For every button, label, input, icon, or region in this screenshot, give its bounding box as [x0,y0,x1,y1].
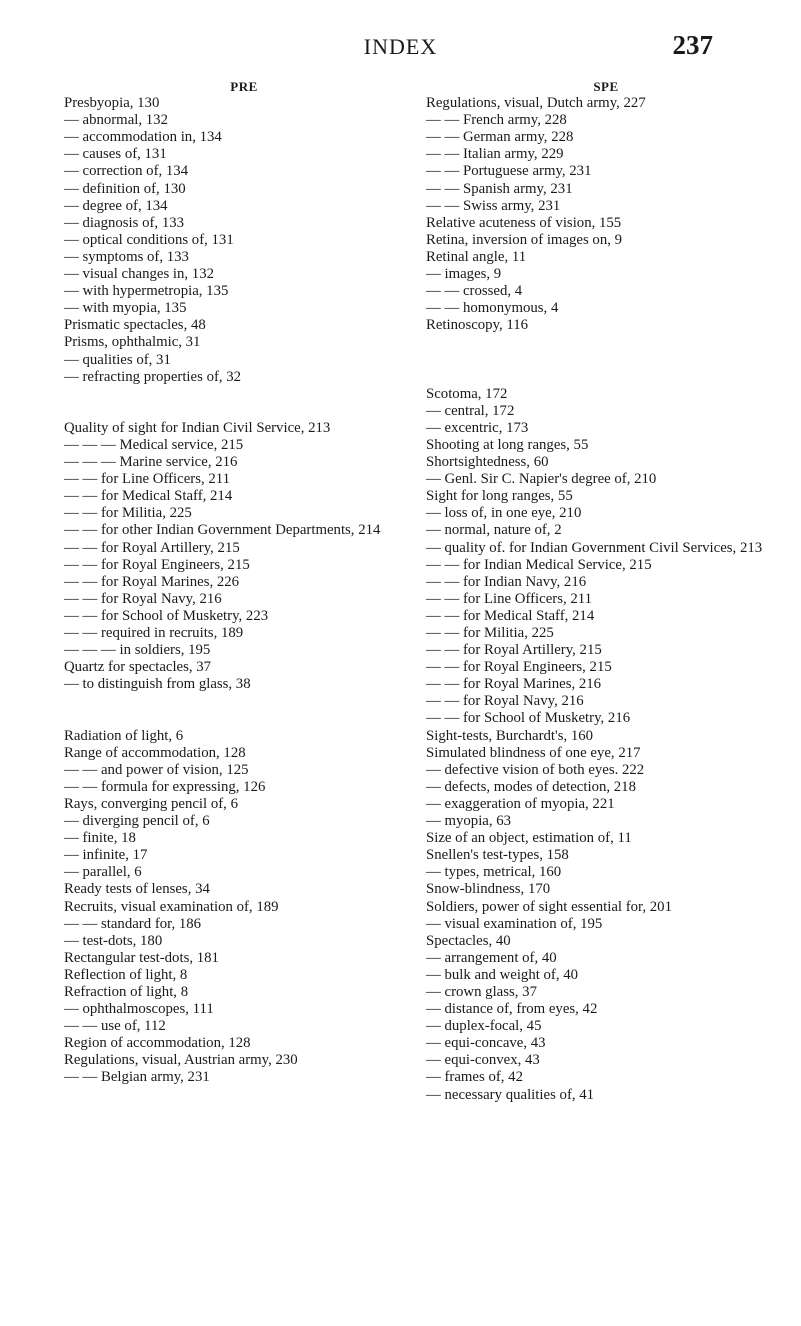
index-entry: — — for School of Musketry, 223 [64,607,269,624]
running-title: INDEX [363,34,438,59]
index-entry: Sight for long ranges, 55 [426,488,573,505]
index-entry: — equi-concave, 43 [426,1035,546,1052]
index-entry: — with hypermetropia, 135 [64,283,229,300]
index-entry: Simulated blindness of one eye, 217 [426,744,641,761]
index-entry: — — for other Indian Government Departments, 214 [64,522,381,539]
index-entry: — causes of, 131 [64,146,167,163]
index-entry: — — for Royal Navy, 216 [426,693,584,710]
index-entry: Scotoma, 172 [426,385,508,402]
index-entry: — — use of, 112 [64,1018,166,1035]
index-entry: Prisms, ophthalmic, 31 [64,334,201,351]
index-entry: — bulk and weight of, 40 [426,966,579,983]
index-entry: Snow-blindness, 170 [426,881,551,898]
index-entry: Shooting at long ranges, 55 [426,436,589,453]
index-entry: — — for Royal Engineers, 215 [426,659,612,676]
index-entry: — defective vision of both eyes. 222 [426,761,645,778]
column-catchword: SPE [593,79,619,94]
index-entry: Reflection of light, 8 [64,966,188,983]
index-entry: — — Portuguese army, 231 [426,163,592,180]
index-entry: — — — Marine service, 216 [64,454,238,471]
index-entry: Snellen's test-types, 158 [426,847,569,864]
index-entry: Quartz for spectacles, 37 [64,659,212,676]
index-entry: — — for Royal Navy, 216 [64,590,222,607]
index-group [426,95,786,334]
index-entry: — exaggeration of myopia, 221 [426,795,615,812]
index-entry: — central, 172 [426,402,515,419]
index-entry: Range of accommodation, 128 [64,744,246,761]
index-entry: — correction of, 134 [64,163,189,180]
index-entry: — — standard for, 186 [64,915,202,932]
index-entry: — — Spanish army, 231 [426,180,573,197]
index-entry: Rays, converging pencil of, 6 [64,795,238,812]
index-entry: — loss of, in one eye, 210 [426,505,582,522]
index-entry: Prismatic spectacles, 48 [64,317,206,334]
index-entry: Regulations, visual, Dutch army, 227 [426,95,646,112]
index-entry: Refraction of light, 8 [64,983,189,1000]
index-entry: Regulations, visual, Austrian army, 230 [64,1052,298,1069]
index-entry: — — for Royal Marines, 216 [426,676,602,693]
index-entry: — excentric, 173 [426,419,529,436]
index-entry: — — homonymous, 4 [426,300,559,317]
running-head [0,30,801,78]
page-number: 237 [672,30,713,60]
index-entry: — — crossed, 4 [426,283,523,300]
index-entry: — — for Royal Marines, 226 [64,573,240,590]
index-entry: Radiation of light, 6 [64,727,184,744]
index-entry: — duplex-focal, 45 [426,1018,542,1035]
index-entry: — — — in soldiers, 195 [64,642,211,659]
index-entry: — — for Medical Staff, 214 [426,607,595,624]
index-entry: — crown glass, 37 [426,983,537,1000]
index-entry: — — required in recruits, 189 [64,625,244,641]
index-entry: — test-dots, 180 [64,932,163,949]
index-entry: — — formula for expressing, 126 [64,778,266,795]
index-entry: Retina, inversion of images on, 9 [426,231,623,248]
index-entry: — equi-convex, 43 [426,1052,540,1069]
index-entry: — distance of, from eyes, 42 [426,1001,598,1018]
index-entry: — ophthalmoscopes, 111 [64,1001,214,1018]
index-entry: — — for Royal Artillery, 215 [426,642,602,659]
index-entry: — refracting properties of, 32 [64,368,242,385]
index-entry: — — for Medical Staff, 214 [64,488,233,505]
index-group [64,95,424,386]
index-group [426,386,786,1104]
index-entry: — frames of, 42 [426,1069,523,1086]
index-entry: — Genl. Sir C. Napier's degree of, 210 [426,471,657,488]
index-entry: Rectangular test-dots, 181 [64,949,219,966]
index-entry: — — French army, 228 [426,112,567,129]
index-entry: — diagnosis of, 133 [64,214,185,231]
index-entry: — quality of. for Indian Government Civil Services, 213 [426,539,763,556]
index-entry: Shortsightedness, 60 [426,454,549,471]
index-entry: — diverging pencil of, 6 [64,813,210,830]
index-entry: — — for Indian Navy, 216 [426,573,587,590]
index-entry: — necessary qualities of, 41 [426,1086,595,1103]
index-entry: — — for School of Musketry, 216 [426,710,631,727]
index-entry: Retinal angle, 11 [426,248,527,265]
index-entry: — types, metrical, 160 [426,864,562,881]
index-entry: — optical conditions of, 131 [64,231,234,248]
index-entry: Recruits, visual examination of, 189 [64,898,279,915]
index-entry: Ready tests of lenses, 34 [64,881,210,898]
index-entry: Retinoscopy, 116 [426,317,529,334]
index-entry: — arrangement of, 40 [426,949,557,966]
index-entry: — infinite, 17 [64,847,148,864]
index-entry: — qualities of, 31 [64,351,171,368]
index-entry: Relative acuteness of vision, 155 [426,214,622,231]
index-entry: Quality of sight for Indian Civil Service, 213 [64,419,331,436]
index-entry: — — for Line Officers, 211 [64,471,231,488]
index-column-right [426,78,786,1104]
index-entry: — definition of, 130 [64,180,186,197]
column-catchword: PRE [230,79,258,94]
index-entry: — to distinguish from glass, 38 [64,676,251,693]
index-entry: — degree of, 134 [64,197,168,214]
index-entry: — — for Line Officers, 211 [426,590,593,607]
index-entry: — — German army, 228 [426,129,574,146]
index-entry: Region of accommodation, 128 [64,1035,251,1052]
index-entry: — visual changes in, 132 [64,266,214,283]
index-entry: — accommodation in, 134 [64,129,222,146]
index-entry: — — Italian army, 229 [426,146,564,163]
index-column-left [64,78,424,1087]
index-entry: — — for Royal Engineers, 215 [64,556,250,573]
index-entry: Size of an object, estimation of, 11 [426,830,632,847]
index-entry: — finite, 18 [64,830,136,847]
index-entry: — — for Militia, 225 [426,625,554,641]
index-entry: — — Belgian army, 231 [64,1069,210,1086]
index-group [64,420,424,694]
index-entry: — visual examination of, 195 [426,915,603,932]
index-entry: — — for Indian Medical Service, 215 [426,556,652,573]
index-entry: — myopia, 63 [426,813,512,830]
index-entry: — with myopia, 135 [64,300,187,317]
index-entry: — abnormal, 132 [64,112,168,129]
index-entry: — parallel, 6 [64,864,142,881]
index-entry: — normal, nature of, 2 [426,522,562,539]
index-entry: — — — Medical service, 215 [64,436,244,453]
index-entry: — — and power of vision, 125 [64,761,249,778]
index-entry: — defects, modes of detection, 218 [426,778,636,795]
index-entry: — — Swiss army, 231 [426,197,561,214]
index-entry: Presbyopia, 130 [64,95,160,112]
index-entry: — — for Royal Artillery, 215 [64,539,240,556]
index-entry: Spectacles, 40 [426,932,511,949]
index-entry: Sight-tests, Burchardt's, 160 [426,727,594,744]
index-entry: — images, 9 [426,266,502,283]
index-entry: Soldiers, power of sight essential for, 201 [426,898,672,915]
index-group [64,728,424,1087]
index-entry: — symptoms of, 133 [64,248,189,265]
index-entry: — — for Militia, 225 [64,505,192,522]
